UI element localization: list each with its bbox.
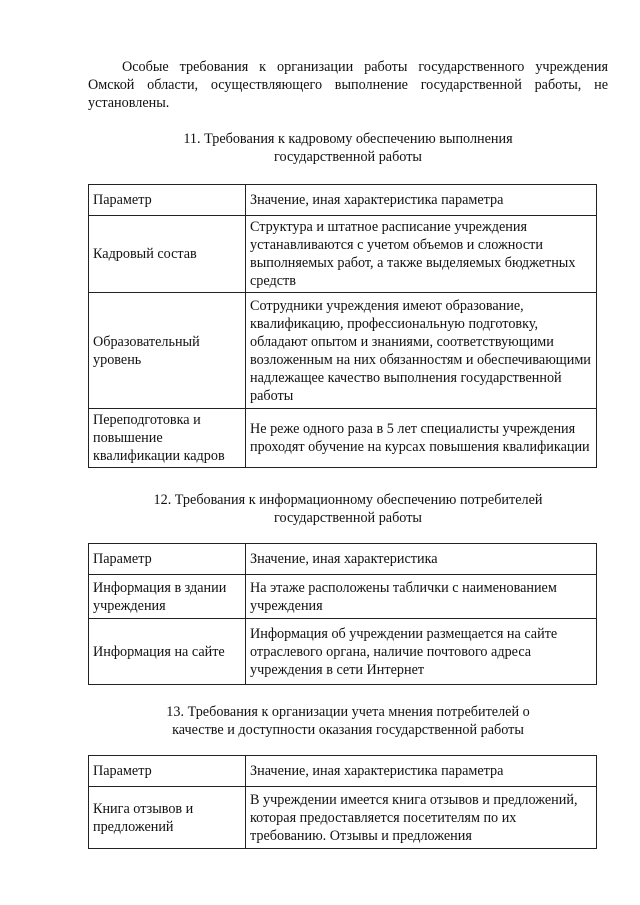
intro-line-2: Омской области, осуществляющего выполнение государственной работы, не (88, 77, 608, 93)
section-12-title (88, 491, 608, 527)
table-row (89, 409, 597, 468)
intro-paragraph (88, 58, 608, 112)
row-param: Книга отзывов и предложений (89, 787, 246, 849)
header-value: Значение, иная характеристика параметра (246, 185, 597, 216)
header-param: Параметр (89, 185, 246, 216)
table-header-row (89, 544, 597, 575)
section-12-title-line-1: 12. Требования к информационному обеспечению потребителей (153, 492, 543, 508)
section-11-title-line-1: 11. Требования к кадровому обеспечению выполнения (183, 131, 513, 147)
intro-line-3: установлены. (88, 95, 170, 111)
section-13-title-line-1: 13. Требования к организации учета мнения потребителей о (166, 704, 530, 720)
row-param: Переподготовка и повышение квалификации кадров (89, 409, 246, 468)
section-11-table (88, 184, 597, 468)
section-12-title-line-2: государственной работы (274, 510, 422, 526)
row-value: Структура и штатное расписание учреждения устанавливаются с учетом объемов и сложности выполняемых работ, а также выделяемых бюджетных средств (246, 216, 597, 293)
table-header-row (89, 185, 597, 216)
header-value: Значение, иная характеристика параметра (246, 756, 597, 787)
section-12-table (88, 543, 597, 685)
row-value: Информация об учреждении размещается на сайте отраслевого органа, наличие почтового адреса учреждения в сети Интернет (246, 619, 597, 685)
row-value: В учреждении имеется книга отзывов и предложений, которая предоставляется посетителям по их требованию. Отзывы и предложения (246, 787, 597, 849)
section-11-title (88, 130, 608, 166)
row-param: Образовательный уровень (89, 293, 246, 409)
row-param: Кадровый состав (89, 216, 246, 293)
table-row (89, 216, 597, 293)
row-param: Информация в здании учреждения (89, 575, 246, 619)
intro-line-1: Особые требования к организации работы государственного учреждения (122, 59, 608, 75)
table-row (89, 293, 597, 409)
section-11-title-line-2: государственной работы (274, 149, 422, 165)
row-param: Информация на сайте (89, 619, 246, 685)
section-13-title-line-2: качестве и доступности оказания государственной работы (172, 722, 524, 738)
header-param: Параметр (89, 756, 246, 787)
table-header-row (89, 756, 597, 787)
table-row (89, 575, 597, 619)
row-value: Не реже одного раза в 5 лет специалисты учреждения проходят обучение на курсах повышения квалификации (246, 409, 597, 468)
table-row (89, 619, 597, 685)
section-13-title (88, 703, 608, 739)
row-value: На этаже расположены таблички с наименованием учреждения (246, 575, 597, 619)
header-value: Значение, иная характеристика (246, 544, 597, 575)
row-value: Сотрудники учреждения имеют образование, квалификацию, профессиональную подготовку, обладают опытом и знаниями, соответствующими возложенным на них обязанностям и обеспечивающими надлежащее качество выполнения государственной работы (246, 293, 597, 409)
section-13-table (88, 755, 597, 849)
table-row (89, 787, 597, 849)
header-param: Параметр (89, 544, 246, 575)
